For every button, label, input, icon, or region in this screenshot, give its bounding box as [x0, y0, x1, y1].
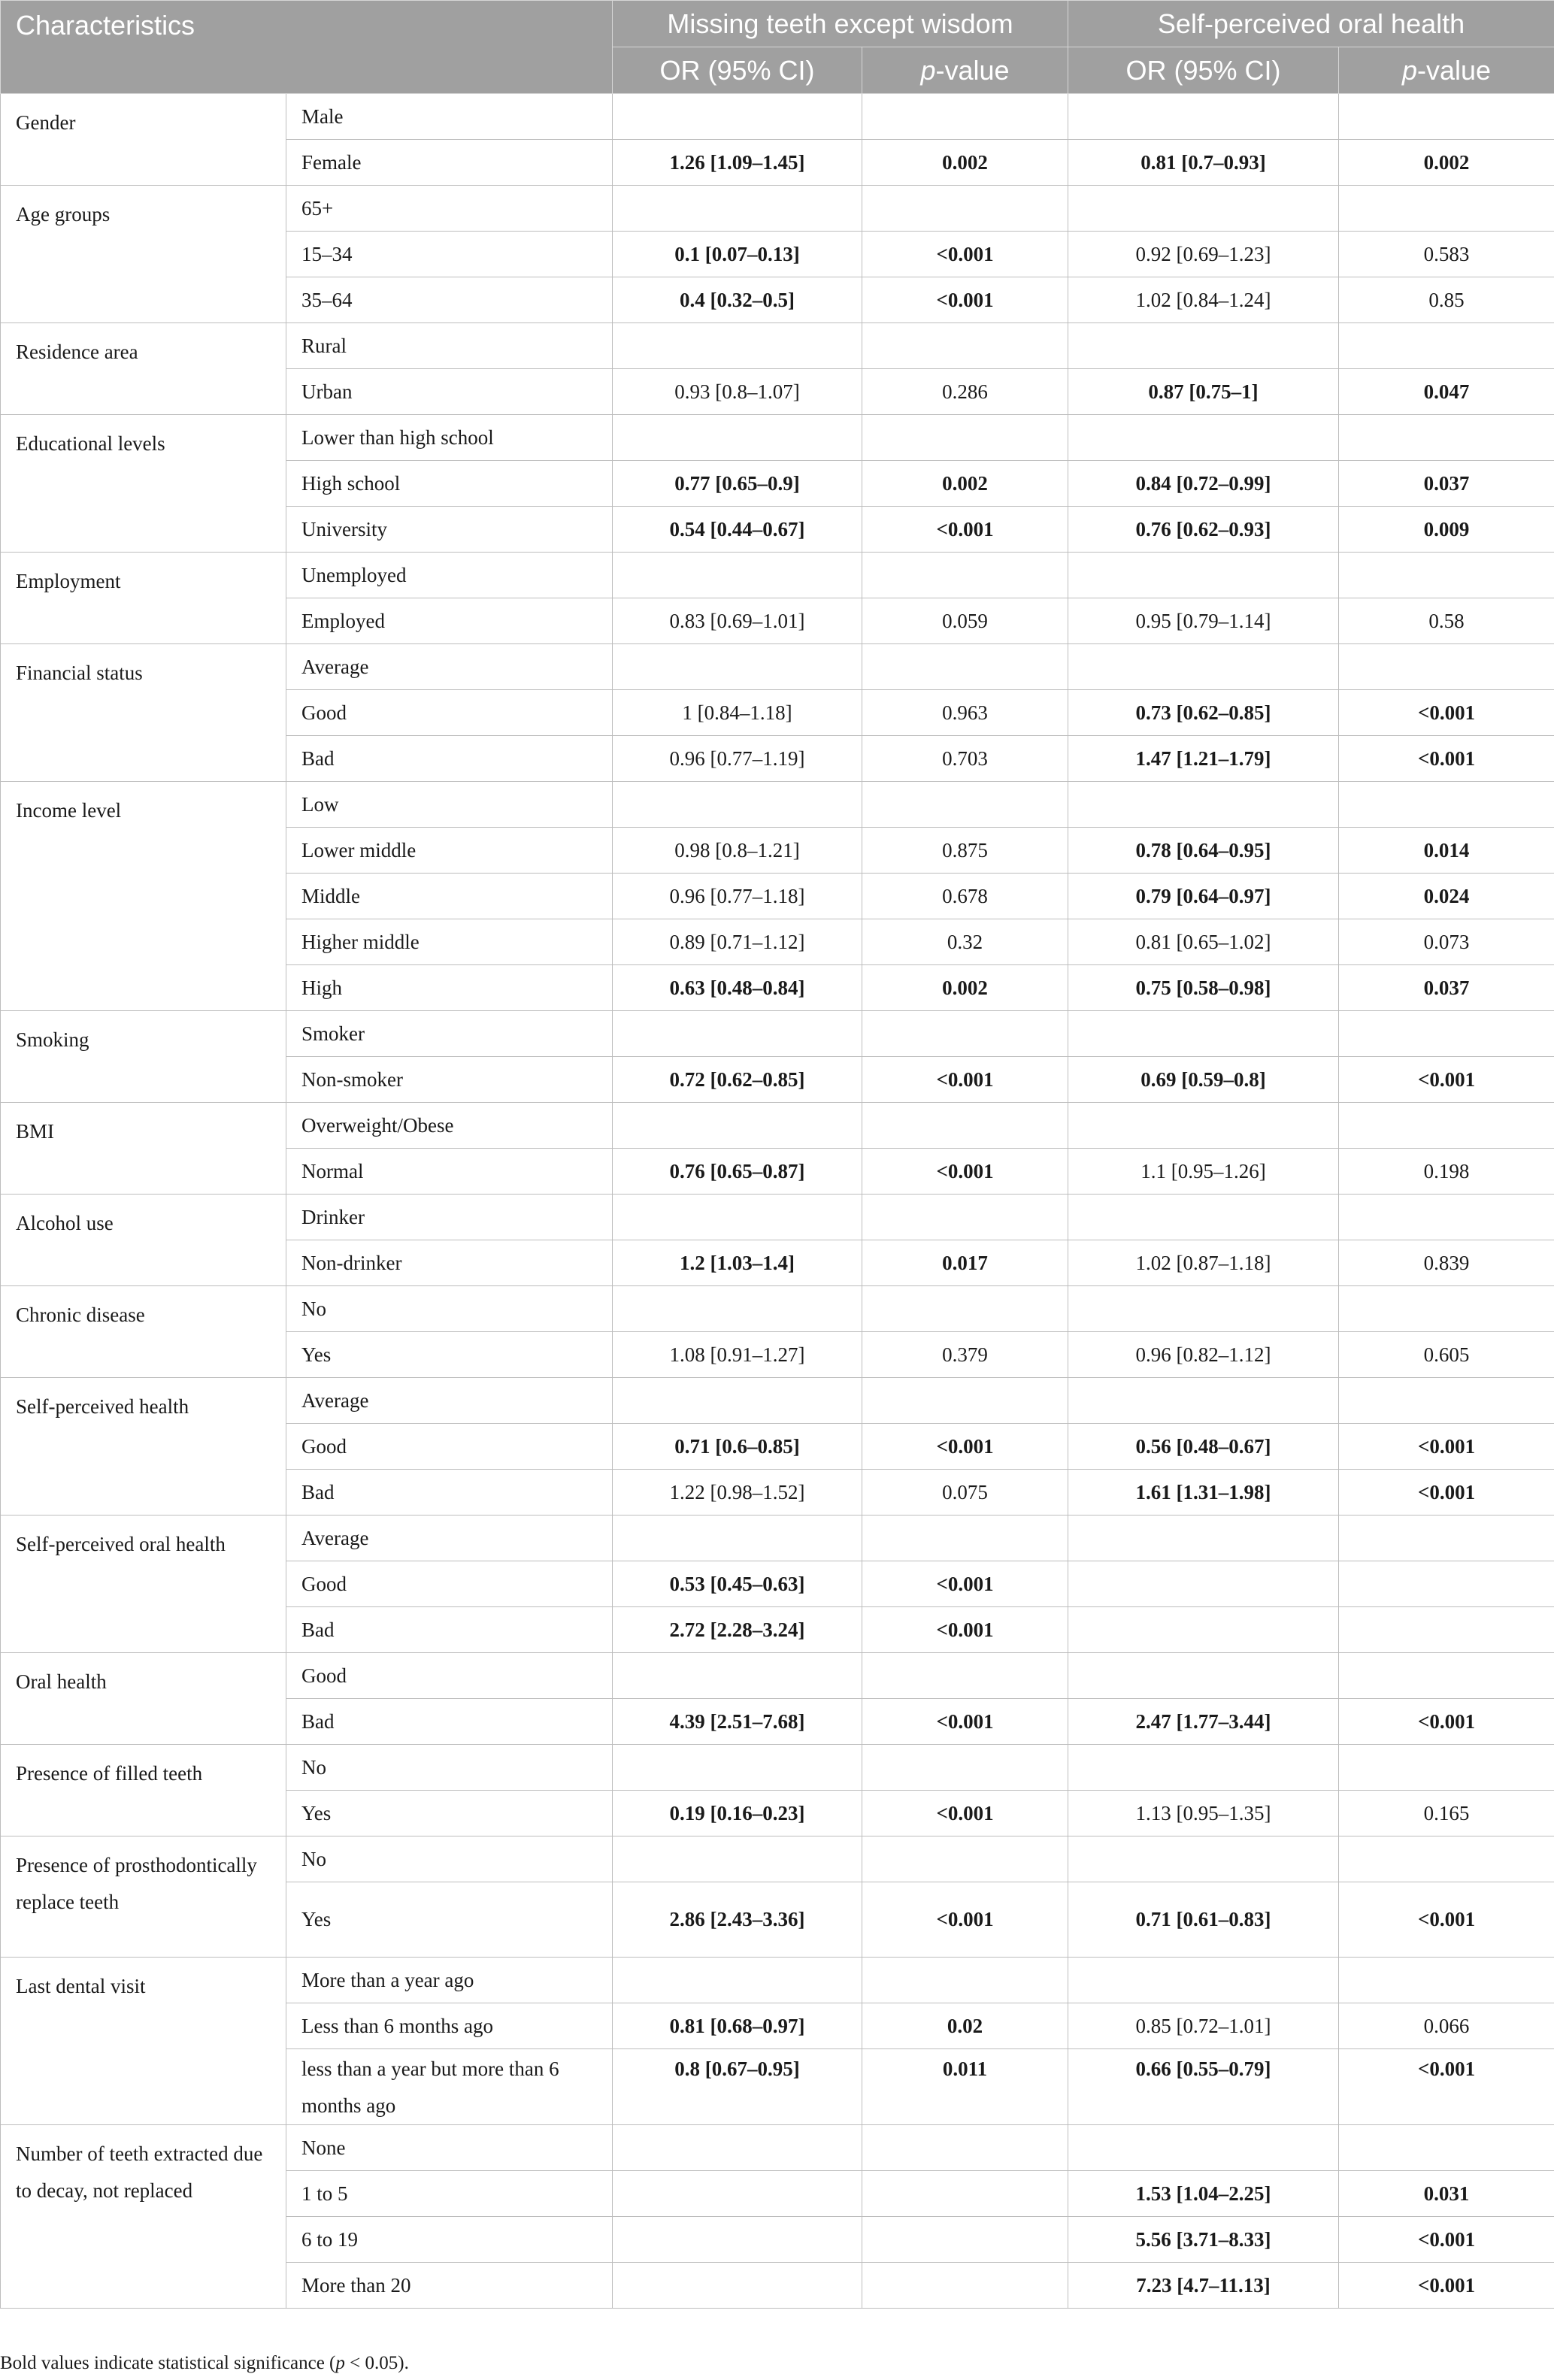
p-value-missing-teeth-cell: 0.017	[862, 1240, 1068, 1286]
p-value-missing-teeth-cell	[862, 323, 1068, 369]
p-value-oral-health-cell	[1339, 1607, 1554, 1653]
category-cell: Unemployed	[286, 553, 613, 598]
category-cell: Good	[286, 690, 613, 736]
table-row	[1, 415, 1554, 461]
variable-name-cell: Self-perceived oral health	[1, 1516, 286, 1653]
p-value-oral-health-cell	[1339, 782, 1554, 828]
or-ci-oral-health-cell	[1068, 1958, 1339, 2003]
p-value-missing-teeth-cell: 0.075	[862, 1470, 1068, 1516]
p-value-missing-teeth-cell: 0.002	[862, 461, 1068, 507]
variable-name-cell: Alcohol use	[1, 1195, 286, 1286]
or-ci-oral-health-cell	[1068, 782, 1339, 828]
or-ci-missing-teeth-cell: 0.4 [0.32–0.5]	[613, 277, 862, 323]
or-ci-missing-teeth-cell: 0.77 [0.65–0.9]	[613, 461, 862, 507]
or-ci-missing-teeth-cell: 0.8 [0.67–0.95]	[613, 2049, 862, 2125]
table-row	[1, 1653, 1554, 1699]
p-value-missing-teeth-cell: <0.001	[862, 1424, 1068, 1470]
p-value-missing-teeth-cell	[862, 2125, 1068, 2171]
or-ci-oral-health-cell: 1.53 [1.04–2.25]	[1068, 2171, 1339, 2217]
category-cell: Good	[286, 1561, 613, 1607]
or-ci-missing-teeth-cell	[613, 1011, 862, 1057]
category-cell: 1 to 5	[286, 2171, 613, 2217]
p-value-missing-teeth-cell: 0.963	[862, 690, 1068, 736]
variable-name-cell: Chronic disease	[1, 1286, 286, 1378]
footnote-p: p	[335, 2353, 345, 2373]
or-ci-oral-health-cell	[1068, 553, 1339, 598]
or-ci-oral-health-cell: 0.79 [0.64–0.97]	[1068, 874, 1339, 919]
or-ci-oral-health-cell: 0.75 [0.58–0.98]	[1068, 965, 1339, 1011]
p-value-missing-teeth-cell: <0.001	[862, 507, 1068, 553]
category-cell: Good	[286, 1653, 613, 1699]
p-value-missing-teeth-cell: 0.703	[862, 736, 1068, 782]
or-ci-oral-health-cell: 0.81 [0.65–1.02]	[1068, 919, 1339, 965]
p-value-oral-health-cell	[1339, 94, 1554, 140]
p-value-oral-health-cell: 0.037	[1339, 965, 1554, 1011]
p-value-missing-teeth-cell	[862, 1516, 1068, 1561]
category-cell: Bad	[286, 1607, 613, 1653]
p-value-missing-teeth-cell: <0.001	[862, 1057, 1068, 1103]
or-ci-missing-teeth-cell: 0.71 [0.6–0.85]	[613, 1424, 862, 1470]
or-ci-missing-teeth-cell	[613, 1653, 862, 1699]
p-value-oral-health-cell: 0.198	[1339, 1149, 1554, 1195]
category-cell: Lower than high school	[286, 415, 613, 461]
category-cell: Non-drinker	[286, 1240, 613, 1286]
p-value-oral-health-cell: 0.031	[1339, 2171, 1554, 2217]
category-cell: Average	[286, 1516, 613, 1561]
category-cell: Female	[286, 140, 613, 186]
or-ci-missing-teeth-cell	[613, 1103, 862, 1149]
or-ci-missing-teeth-cell	[613, 2125, 862, 2171]
header-missing-teeth: Missing teeth except wisdom	[613, 1, 1068, 47]
table-row	[1, 1958, 1554, 2003]
category-cell: More than a year ago	[286, 1958, 613, 2003]
p-value-oral-health-cell: <0.001	[1339, 2049, 1554, 2125]
table-row	[1, 1378, 1554, 1424]
category-cell: Less than 6 months ago	[286, 2003, 613, 2049]
p-value-missing-teeth-cell: <0.001	[862, 1699, 1068, 1745]
or-ci-oral-health-cell	[1068, 1103, 1339, 1149]
category-cell: Yes	[286, 1791, 613, 1836]
or-ci-missing-teeth-cell	[613, 1378, 862, 1424]
category-cell: No	[286, 1745, 613, 1791]
or-ci-missing-teeth-cell: 0.83 [0.69–1.01]	[613, 598, 862, 644]
category-cell: Overweight/Obese	[286, 1103, 613, 1149]
or-ci-missing-teeth-cell: 0.98 [0.8–1.21]	[613, 828, 862, 874]
or-ci-oral-health-cell: 0.85 [0.72–1.01]	[1068, 2003, 1339, 2049]
p-value-oral-health-cell: 0.066	[1339, 2003, 1554, 2049]
p-value-missing-teeth-cell: 0.875	[862, 828, 1068, 874]
category-cell: 35–64	[286, 277, 613, 323]
or-ci-oral-health-cell: 0.71 [0.61–0.83]	[1068, 1882, 1339, 1958]
p-value-missing-teeth-cell	[862, 1653, 1068, 1699]
p-value-oral-health-cell: <0.001	[1339, 1424, 1554, 1470]
or-ci-oral-health-cell: 0.96 [0.82–1.12]	[1068, 1332, 1339, 1378]
header-characteristics: Characteristics	[1, 1, 613, 94]
p-value-oral-health-cell: 0.047	[1339, 369, 1554, 415]
p-value-oral-health-cell	[1339, 1653, 1554, 1699]
or-ci-oral-health-cell: 0.81 [0.7–0.93]	[1068, 140, 1339, 186]
p-value-missing-teeth-cell: <0.001	[862, 1607, 1068, 1653]
or-ci-missing-teeth-cell: 0.53 [0.45–0.63]	[613, 1561, 862, 1607]
or-ci-oral-health-cell: 0.95 [0.79–1.14]	[1068, 598, 1339, 644]
category-cell: Smoker	[286, 1011, 613, 1057]
variable-name-cell: BMI	[1, 1103, 286, 1195]
p-value-oral-health-cell: 0.002	[1339, 140, 1554, 186]
variable-name-cell: Oral health	[1, 1653, 286, 1745]
or-ci-missing-teeth-cell	[613, 415, 862, 461]
table-row	[1, 1745, 1554, 1791]
table-row	[1, 323, 1554, 369]
category-cell: Bad	[286, 736, 613, 782]
p-value-missing-teeth-cell	[862, 1745, 1068, 1791]
or-ci-missing-teeth-cell	[613, 1745, 862, 1791]
p-value-missing-teeth-cell	[862, 553, 1068, 598]
p-value-oral-health-cell: <0.001	[1339, 2217, 1554, 2263]
p-value-missing-teeth-cell	[862, 1011, 1068, 1057]
category-cell: Male	[286, 94, 613, 140]
table-body	[1, 94, 1554, 2309]
or-ci-missing-teeth-cell: 0.1 [0.07–0.13]	[613, 232, 862, 277]
p-value-oral-health-cell: 0.165	[1339, 1791, 1554, 1836]
footnote-text-after: < 0.05).	[344, 2353, 409, 2373]
category-cell: Urban	[286, 369, 613, 415]
table-header	[1, 1, 1554, 94]
p-value-missing-teeth-cell	[862, 186, 1068, 232]
or-ci-missing-teeth-cell	[613, 2217, 862, 2263]
p-value-oral-health-cell: <0.001	[1339, 690, 1554, 736]
or-ci-oral-health-cell	[1068, 1011, 1339, 1057]
variable-name-cell: Number of teeth extracted due to decay, not replaced	[1, 2125, 286, 2309]
or-ci-oral-health-cell	[1068, 1607, 1339, 1653]
or-ci-missing-teeth-cell: 0.96 [0.77–1.19]	[613, 736, 862, 782]
category-cell: Non-smoker	[286, 1057, 613, 1103]
or-ci-oral-health-cell: 0.56 [0.48–0.67]	[1068, 1424, 1339, 1470]
p-value-oral-health-cell: 0.073	[1339, 919, 1554, 965]
category-cell: 65+	[286, 186, 613, 232]
category-cell: None	[286, 2125, 613, 2171]
p-value-oral-health-cell	[1339, 415, 1554, 461]
or-ci-missing-teeth-cell: 0.93 [0.8–1.07]	[613, 369, 862, 415]
variable-name-cell: Presence of filled teeth	[1, 1745, 286, 1836]
or-ci-oral-health-cell	[1068, 1836, 1339, 1882]
p-value-missing-teeth-cell	[862, 1836, 1068, 1882]
p-value-oral-health-cell	[1339, 2125, 1554, 2171]
p-value-missing-teeth-cell: 0.002	[862, 140, 1068, 186]
p-value-oral-health-cell: <0.001	[1339, 1470, 1554, 1516]
or-ci-oral-health-cell: 0.66 [0.55–0.79]	[1068, 2049, 1339, 2125]
p-value-oral-health-cell: <0.001	[1339, 736, 1554, 782]
category-cell: Average	[286, 1378, 613, 1424]
category-cell: High school	[286, 461, 613, 507]
category-cell: Low	[286, 782, 613, 828]
p-value-oral-health-cell: 0.85	[1339, 277, 1554, 323]
p-value-oral-health-cell: 0.014	[1339, 828, 1554, 874]
or-ci-missing-teeth-cell	[613, 323, 862, 369]
or-ci-missing-teeth-cell: 0.76 [0.65–0.87]	[613, 1149, 862, 1195]
category-cell: Rural	[286, 323, 613, 369]
or-ci-missing-teeth-cell: 4.39 [2.51–7.68]	[613, 1699, 862, 1745]
or-ci-oral-health-cell	[1068, 1745, 1339, 1791]
or-ci-oral-health-cell	[1068, 2125, 1339, 2171]
variable-name-cell: Smoking	[1, 1011, 286, 1103]
or-ci-missing-teeth-cell	[613, 1286, 862, 1332]
category-cell: 6 to 19	[286, 2217, 613, 2263]
category-cell: Yes	[286, 1332, 613, 1378]
p-value-missing-teeth-cell	[862, 2171, 1068, 2217]
p-value-missing-teeth-cell	[862, 94, 1068, 140]
table-row	[1, 644, 1554, 690]
or-ci-missing-teeth-cell	[613, 2171, 862, 2217]
variable-name-cell: Residence area	[1, 323, 286, 415]
variable-name-cell: Employment	[1, 553, 286, 644]
category-cell: More than 20	[286, 2263, 613, 2309]
or-ci-oral-health-cell: 5.56 [3.71–8.33]	[1068, 2217, 1339, 2263]
table-row	[1, 1836, 1554, 1882]
header-or-ci-2: OR (95% CI)	[1068, 47, 1339, 94]
category-cell: No	[286, 1286, 613, 1332]
p-value-oral-health-cell: <0.001	[1339, 1699, 1554, 1745]
p-value-oral-health-cell: 0.58	[1339, 598, 1554, 644]
table-row	[1, 1103, 1554, 1149]
or-ci-missing-teeth-cell: 1 [0.84–1.18]	[613, 690, 862, 736]
variable-name-cell: Educational levels	[1, 415, 286, 553]
or-ci-oral-health-cell	[1068, 415, 1339, 461]
p-value-missing-teeth-cell: 0.286	[862, 369, 1068, 415]
or-ci-oral-health-cell	[1068, 323, 1339, 369]
or-ci-missing-teeth-cell	[613, 186, 862, 232]
or-ci-missing-teeth-cell	[613, 2263, 862, 2309]
table-row	[1, 1195, 1554, 1240]
category-cell: High	[286, 965, 613, 1011]
p-value-missing-teeth-cell: 0.379	[862, 1332, 1068, 1378]
p-value-oral-health-cell	[1339, 553, 1554, 598]
or-ci-missing-teeth-cell: 0.54 [0.44–0.67]	[613, 507, 862, 553]
table-row	[1, 186, 1554, 232]
p-value-missing-teeth-cell: <0.001	[862, 1791, 1068, 1836]
p-value-missing-teeth-cell	[862, 1286, 1068, 1332]
or-ci-missing-teeth-cell: 0.72 [0.62–0.85]	[613, 1057, 862, 1103]
or-ci-oral-health-cell	[1068, 1653, 1339, 1699]
p-value-oral-health-cell: <0.001	[1339, 2263, 1554, 2309]
category-cell: No	[286, 1836, 613, 1882]
p-value-oral-health-cell	[1339, 1561, 1554, 1607]
or-ci-oral-health-cell	[1068, 94, 1339, 140]
p-value-oral-health-cell	[1339, 186, 1554, 232]
table-row	[1, 1286, 1554, 1332]
p-value-oral-health-cell: 0.037	[1339, 461, 1554, 507]
p-value-missing-teeth-cell: <0.001	[862, 1561, 1068, 1607]
or-ci-oral-health-cell	[1068, 186, 1339, 232]
p-value-oral-health-cell	[1339, 1011, 1554, 1057]
footnote-text-before: Bold values indicate statistical significance (	[0, 2353, 336, 2373]
p-value-missing-teeth-cell	[862, 2217, 1068, 2263]
p-value-missing-teeth-cell: 0.011	[862, 2049, 1068, 2125]
category-cell: Normal	[286, 1149, 613, 1195]
or-ci-missing-teeth-cell	[613, 553, 862, 598]
variable-name-cell: Self-perceived health	[1, 1378, 286, 1516]
category-cell: Middle	[286, 874, 613, 919]
or-ci-oral-health-cell: 1.13 [0.95–1.35]	[1068, 1791, 1339, 1836]
p-value-oral-health-cell: 0.605	[1339, 1332, 1554, 1378]
p-value-oral-health-cell	[1339, 323, 1554, 369]
or-ci-oral-health-cell	[1068, 644, 1339, 690]
p-value-missing-teeth-cell	[862, 2263, 1068, 2309]
category-cell: University	[286, 507, 613, 553]
p-value-missing-teeth-cell: <0.001	[862, 1882, 1068, 1958]
or-ci-missing-teeth-cell	[613, 94, 862, 140]
table-row	[1, 782, 1554, 828]
p-value-missing-teeth-cell: 0.002	[862, 965, 1068, 1011]
category-cell: Employed	[286, 598, 613, 644]
p-value-missing-teeth-cell	[862, 1195, 1068, 1240]
table-row	[1, 553, 1554, 598]
p-value-missing-teeth-cell: 0.059	[862, 598, 1068, 644]
or-ci-oral-health-cell: 0.69 [0.59–0.8]	[1068, 1057, 1339, 1103]
or-ci-oral-health-cell: 0.87 [0.75–1]	[1068, 369, 1339, 415]
category-cell: 15–34	[286, 232, 613, 277]
or-ci-oral-health-cell: 1.02 [0.87–1.18]	[1068, 1240, 1339, 1286]
table-row	[1, 94, 1554, 140]
p-value-oral-health-cell: 0.009	[1339, 507, 1554, 553]
category-cell: less than a year but more than 6 months ago	[286, 2049, 613, 2125]
variable-name-cell: Income level	[1, 782, 286, 1011]
header-or-ci-1: OR (95% CI)	[613, 47, 862, 94]
or-ci-missing-teeth-cell: 0.96 [0.77–1.18]	[613, 874, 862, 919]
or-ci-missing-teeth-cell: 2.86 [2.43–3.36]	[613, 1882, 862, 1958]
variable-name-cell: Gender	[1, 94, 286, 186]
or-ci-oral-health-cell	[1068, 1378, 1339, 1424]
or-ci-oral-health-cell: 0.76 [0.62–0.93]	[1068, 507, 1339, 553]
variable-name-cell: Age groups	[1, 186, 286, 323]
category-cell: Higher middle	[286, 919, 613, 965]
p-value-oral-health-cell	[1339, 1195, 1554, 1240]
header-p-value-1	[862, 47, 1068, 94]
p-value-oral-health-cell	[1339, 1516, 1554, 1561]
table-row	[1, 1011, 1554, 1057]
p-value-missing-teeth-cell: 0.32	[862, 919, 1068, 965]
or-ci-oral-health-cell	[1068, 1195, 1339, 1240]
p-value-missing-teeth-cell	[862, 782, 1068, 828]
or-ci-missing-teeth-cell: 0.19 [0.16–0.23]	[613, 1791, 862, 1836]
or-ci-missing-teeth-cell	[613, 782, 862, 828]
or-ci-oral-health-cell	[1068, 1561, 1339, 1607]
category-cell: Average	[286, 644, 613, 690]
p-value-oral-health-cell: 0.583	[1339, 232, 1554, 277]
table-row	[1, 1516, 1554, 1561]
or-ci-missing-teeth-cell: 0.81 [0.68–0.97]	[613, 2003, 862, 2049]
p-value-oral-health-cell: 0.839	[1339, 1240, 1554, 1286]
p-value-oral-health-cell: 0.024	[1339, 874, 1554, 919]
p-value-oral-health-cell	[1339, 1958, 1554, 2003]
p-value-missing-teeth-cell	[862, 415, 1068, 461]
or-ci-missing-teeth-cell: 1.22 [0.98–1.52]	[613, 1470, 862, 1516]
p-suffix: -value	[935, 54, 1010, 86]
or-ci-oral-health-cell: 0.84 [0.72–0.99]	[1068, 461, 1339, 507]
category-cell: Yes	[286, 1882, 613, 1958]
p-value-missing-teeth-cell	[862, 1378, 1068, 1424]
p-value-oral-health-cell	[1339, 644, 1554, 690]
or-ci-oral-health-cell	[1068, 1286, 1339, 1332]
or-ci-oral-health-cell: 1.61 [1.31–1.98]	[1068, 1470, 1339, 1516]
p-value-oral-health-cell	[1339, 1378, 1554, 1424]
category-cell: Drinker	[286, 1195, 613, 1240]
or-ci-missing-teeth-cell	[613, 1195, 862, 1240]
p-letter: p	[920, 54, 936, 86]
p-value-oral-health-cell	[1339, 1836, 1554, 1882]
p-value-oral-health-cell: <0.001	[1339, 1882, 1554, 1958]
or-ci-missing-teeth-cell	[613, 1836, 862, 1882]
p-value-missing-teeth-cell: <0.001	[862, 232, 1068, 277]
p-value-oral-health-cell	[1339, 1103, 1554, 1149]
or-ci-oral-health-cell: 2.47 [1.77–3.44]	[1068, 1699, 1339, 1745]
category-cell: Good	[286, 1424, 613, 1470]
p-value-missing-teeth-cell	[862, 644, 1068, 690]
p-value-missing-teeth-cell	[862, 1958, 1068, 2003]
or-ci-oral-health-cell: 0.73 [0.62–0.85]	[1068, 690, 1339, 736]
or-ci-missing-teeth-cell: 2.72 [2.28–3.24]	[613, 1607, 862, 1653]
or-ci-missing-teeth-cell	[613, 1516, 862, 1561]
or-ci-oral-health-cell: 1.1 [0.95–1.26]	[1068, 1149, 1339, 1195]
or-ci-missing-teeth-cell: 0.63 [0.48–0.84]	[613, 965, 862, 1011]
table-row	[1, 2125, 1554, 2171]
header-p-value-2	[1339, 47, 1554, 94]
or-ci-missing-teeth-cell: 1.2 [1.03–1.4]	[613, 1240, 862, 1286]
header-self-perceived-oral-health: Self-perceived oral health	[1068, 1, 1554, 47]
variable-name-cell: Financial status	[1, 644, 286, 782]
p-value-missing-teeth-cell	[862, 1103, 1068, 1149]
p-value-missing-teeth-cell: 0.678	[862, 874, 1068, 919]
p-value-oral-health-cell: <0.001	[1339, 1057, 1554, 1103]
or-ci-missing-teeth-cell	[613, 644, 862, 690]
or-ci-oral-health-cell: 1.02 [0.84–1.24]	[1068, 277, 1339, 323]
variable-name-cell: Presence of prosthodontically replace teeth	[1, 1836, 286, 1958]
p-value-oral-health-cell	[1339, 1286, 1554, 1332]
footnote	[0, 2353, 409, 2374]
or-ci-missing-teeth-cell	[613, 1958, 862, 2003]
or-ci-oral-health-cell: 0.78 [0.64–0.95]	[1068, 828, 1339, 874]
or-ci-oral-health-cell: 7.23 [4.7–11.13]	[1068, 2263, 1339, 2309]
p-value-oral-health-cell	[1339, 1745, 1554, 1791]
p-value-missing-teeth-cell: <0.001	[862, 1149, 1068, 1195]
p-value-missing-teeth-cell: <0.001	[862, 277, 1068, 323]
variable-name-cell: Last dental visit	[1, 1958, 286, 2125]
or-ci-missing-teeth-cell: 1.26 [1.09–1.45]	[613, 140, 862, 186]
or-ci-missing-teeth-cell: 1.08 [0.91–1.27]	[613, 1332, 862, 1378]
p-letter: p	[1401, 54, 1417, 86]
category-cell: Lower middle	[286, 828, 613, 874]
p-suffix: -value	[1417, 54, 1492, 86]
category-cell: Bad	[286, 1470, 613, 1516]
or-ci-oral-health-cell: 0.92 [0.69–1.23]	[1068, 232, 1339, 277]
category-cell: Bad	[286, 1699, 613, 1745]
or-ci-oral-health-cell: 1.47 [1.21–1.79]	[1068, 736, 1339, 782]
p-value-missing-teeth-cell: 0.02	[862, 2003, 1068, 2049]
or-ci-missing-teeth-cell: 0.89 [0.71–1.12]	[613, 919, 862, 965]
or-ci-oral-health-cell	[1068, 1516, 1339, 1561]
